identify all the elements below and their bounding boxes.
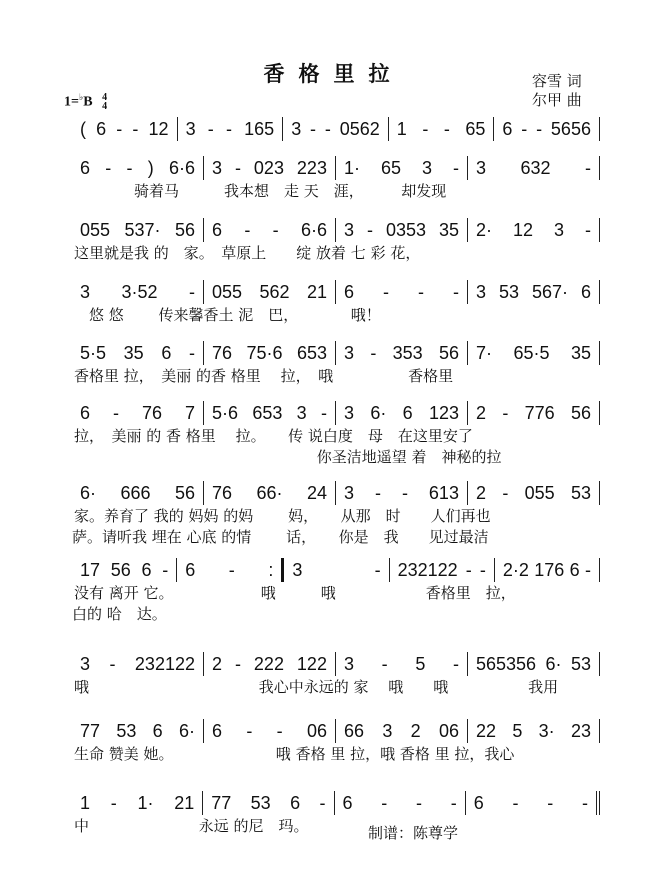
note-group: 2 — [476, 402, 487, 423]
staff-row — [72, 480, 600, 548]
note-group: 7· — [476, 342, 493, 363]
measure — [468, 401, 600, 425]
measure — [204, 156, 336, 180]
note-group: 65 — [465, 118, 486, 139]
note-group: 56 — [438, 342, 459, 363]
note-group: 7 — [184, 402, 195, 423]
note-group: - — [110, 792, 117, 813]
note-group: 53 — [570, 653, 591, 674]
note-group: 023 — [253, 157, 284, 178]
note-group: - — [381, 653, 388, 674]
measure — [468, 652, 600, 676]
notes-line — [72, 155, 600, 181]
notes-line — [72, 340, 600, 366]
measure — [390, 558, 495, 582]
note-group: 77 — [211, 792, 232, 813]
note-group: 653 — [252, 402, 283, 423]
note-group: 353 — [392, 342, 423, 363]
note-group: 3 — [382, 720, 393, 741]
note-group: - — [536, 118, 543, 139]
note-group: 5·5 — [80, 342, 107, 363]
lyric-line: 悠 悠 传来馨香土 泥 巴， 哦！ — [74, 306, 381, 324]
note-group: - — [324, 118, 331, 139]
note-group: 1 — [80, 792, 91, 813]
credits — [532, 72, 582, 110]
note-group: - — [374, 482, 381, 503]
note-group: 3 — [291, 118, 302, 139]
note-group: - — [366, 219, 373, 240]
note-group: 6 — [80, 157, 91, 178]
note-group: 6· — [545, 653, 562, 674]
note-group: - — [502, 482, 509, 503]
note-group: 537· — [124, 219, 161, 240]
note-group: 21 — [174, 792, 195, 813]
note-group: 3 — [344, 219, 355, 240]
note-group: 122 — [296, 653, 327, 674]
note-group: 6· — [370, 402, 387, 423]
note-group: 6 — [290, 792, 301, 813]
note-group: - — [188, 342, 195, 363]
note-group: 6 — [152, 720, 163, 741]
measure — [389, 117, 495, 141]
measure — [283, 117, 389, 141]
note-group: 56 — [570, 402, 591, 423]
measure — [468, 719, 600, 743]
note-group: 776 — [524, 402, 555, 423]
note-group: 1· — [137, 792, 154, 813]
note-group: 6 — [473, 792, 484, 813]
note-group: 65·5 — [513, 342, 550, 363]
note-group: 17 — [80, 559, 101, 580]
note-group: 6· — [80, 482, 97, 503]
measure — [204, 481, 336, 505]
time-top: 4 — [102, 92, 108, 104]
note-group: 6 — [580, 281, 591, 302]
notes-line — [72, 400, 600, 426]
note-group: 232122 — [134, 653, 195, 674]
measure — [204, 652, 336, 676]
note-group: - — [319, 792, 326, 813]
note-group: 66 — [344, 720, 365, 741]
note-group: 21 — [306, 281, 327, 302]
notes-line — [72, 790, 600, 816]
note-group: 76 — [141, 402, 162, 423]
note-group: - — [502, 402, 509, 423]
note-group: - — [381, 792, 388, 813]
note-group: - — [188, 281, 195, 302]
note-group: - — [401, 482, 408, 503]
note-group: 222 — [253, 653, 284, 674]
measure — [468, 341, 600, 365]
measure — [468, 218, 600, 242]
note-group: 562 — [259, 281, 290, 302]
note-group: 2 — [476, 482, 487, 503]
note-group: 3 — [185, 118, 196, 139]
measure — [72, 719, 204, 743]
measure — [72, 558, 177, 582]
notes-line — [72, 557, 600, 583]
note-group: 613 — [428, 482, 459, 503]
note-group: - — [452, 157, 459, 178]
note-group: 6 — [402, 402, 413, 423]
transcriber: 制谱：陈尊学 — [368, 824, 459, 842]
measure — [72, 156, 204, 180]
measure — [468, 280, 600, 304]
staff-row — [72, 718, 600, 765]
note-group: - — [244, 219, 251, 240]
note-group: 3·52 — [121, 281, 158, 302]
lyric-line: 哦 我心中永远的 家 哦 哦 我用 — [74, 678, 559, 696]
note-group: 055 — [524, 482, 555, 503]
note-group: - — [105, 157, 112, 178]
note-group: 1 — [396, 118, 407, 139]
note-group: 6 — [569, 559, 580, 580]
note-group: 06 — [438, 720, 459, 741]
note-group: - — [512, 792, 519, 813]
measure — [335, 791, 466, 815]
note-group: 3 — [344, 402, 355, 423]
note-group: 6·6 — [168, 157, 195, 178]
note-group: - — [417, 281, 424, 302]
measure — [466, 791, 600, 815]
note-group: - — [109, 653, 116, 674]
measure — [72, 791, 203, 815]
note-group: 66· — [256, 482, 283, 503]
lyric-line: 家。养育了 我的 妈妈 的妈 妈， 从那 时 人们再也 — [74, 507, 491, 525]
note-group: 6·6 — [300, 219, 327, 240]
measure — [336, 156, 468, 180]
note-group: 12 — [512, 219, 534, 240]
staff-row — [72, 651, 600, 698]
note-group: - — [320, 402, 327, 423]
note-group: ( — [80, 118, 86, 139]
lyric-line: 生命 赞美 她。 哦 香格 里 拉，哦 香格 里 拉，我心 — [74, 745, 515, 763]
measure — [336, 652, 468, 676]
note-group: 176 — [534, 559, 565, 580]
measure — [204, 719, 336, 743]
measure — [336, 719, 468, 743]
measure — [178, 117, 284, 141]
note-group: 567· — [531, 281, 569, 302]
note-group: - — [581, 792, 588, 813]
measure — [495, 558, 600, 582]
measure — [336, 280, 468, 304]
staff-row — [72, 155, 600, 202]
note-group: 53 — [250, 792, 271, 813]
note-group: 3 — [296, 402, 307, 423]
note-group: - — [370, 342, 377, 363]
note-group: - — [112, 402, 119, 423]
measure — [72, 481, 204, 505]
note-group: 3 — [292, 559, 303, 580]
song-title: 香格里拉 — [263, 61, 404, 86]
staff-row — [72, 217, 600, 264]
note-group: 3 — [80, 281, 91, 302]
note-group: - — [465, 559, 472, 580]
note-group: - — [374, 559, 381, 580]
note-group: 35 — [438, 219, 459, 240]
note-group: 055 — [80, 219, 111, 240]
note-group: 6 — [502, 118, 513, 139]
note-group: - — [116, 118, 123, 139]
note-group: 24 — [306, 482, 327, 503]
note-group: - — [585, 157, 591, 178]
note-group: 2· — [476, 219, 493, 240]
note-group: - — [234, 157, 241, 178]
note-group: 3 — [344, 653, 355, 674]
measure — [204, 401, 336, 425]
key-prefix: 1= — [64, 94, 79, 110]
staff-row — [72, 790, 600, 837]
note-group: 3 — [80, 653, 91, 674]
note-group: 06 — [306, 720, 327, 741]
measure — [72, 341, 204, 365]
note-group: 76 — [212, 342, 233, 363]
note-group: 653 — [296, 342, 327, 363]
note-group: : — [268, 559, 274, 580]
lyric-line: 萨。请听我 埋在 心底 的情 话， 你是 我 见过最洁 — [72, 528, 489, 546]
measure — [72, 117, 178, 141]
note-group: 5656 — [550, 118, 591, 139]
note-group: ) — [147, 157, 154, 178]
measure — [203, 791, 334, 815]
notes-line — [72, 480, 600, 506]
note-group: - — [225, 118, 232, 139]
note-group: 6 — [96, 118, 107, 139]
lyric-line: 骑着马 我本想 走 天 涯， 却发现 — [74, 182, 447, 200]
note-group: 3 — [344, 482, 355, 503]
lyric-line: 这里就是我 的 家。 草原上 绽 放着 七 彩 花， — [74, 244, 421, 262]
note-group: 35 — [123, 342, 144, 363]
note-group: 2 — [212, 653, 223, 674]
note-group: 5·6 — [212, 402, 239, 423]
measure — [336, 481, 468, 505]
measure — [72, 280, 204, 304]
staff-row — [72, 557, 600, 625]
note-group: 77 — [80, 720, 101, 741]
note-group: 53 — [498, 281, 520, 302]
lyric-line: 中 永远 的尼 玛。 — [74, 817, 309, 835]
measure — [204, 218, 336, 242]
note-group: - — [547, 792, 554, 813]
note-group: 666 — [120, 482, 151, 503]
note-group: 165 — [244, 118, 275, 139]
measure — [284, 558, 389, 582]
lyricist: 容雪 词 — [532, 72, 582, 90]
lyric-line: 香格里 拉， 美丽 的香 格里 拉， 哦 香格里 — [74, 367, 454, 385]
note-group: 76 — [212, 482, 233, 503]
note-group: 6 — [212, 219, 223, 240]
time-bottom: 4 — [102, 101, 108, 113]
note-group: 565356 — [476, 653, 537, 674]
note-group: 22 — [476, 720, 497, 741]
lyric-line: 没有 离开 它。 哦 哦 香格里 拉， — [74, 584, 516, 602]
note-group: - — [272, 219, 279, 240]
note-group: 1· — [344, 157, 361, 178]
note-group: - — [383, 281, 389, 302]
note-group: 0353 — [385, 219, 426, 240]
note-group: 12 — [148, 118, 169, 139]
measure — [177, 558, 284, 582]
note-group: 6 — [344, 281, 355, 302]
note-group: - — [228, 559, 235, 580]
note-group: - — [584, 219, 591, 240]
note-group: 2 — [410, 720, 421, 741]
note-group: 6 — [185, 559, 196, 580]
lyric-line: 你圣洁地遥望 着 神秘的拉 — [72, 448, 502, 466]
note-group: 5 — [415, 653, 426, 674]
note-group: - — [585, 559, 592, 580]
note-group: - — [246, 720, 253, 741]
note-group: 055 — [212, 281, 243, 302]
note-group: 56 — [110, 559, 131, 580]
note-group: 0562 — [339, 118, 380, 139]
measure — [72, 218, 204, 242]
key-note: B — [83, 94, 93, 110]
measure — [494, 117, 600, 141]
note-group: 6 — [161, 342, 172, 363]
note-group: 3 — [553, 219, 564, 240]
note-group: 56 — [174, 219, 195, 240]
note-group: 6 — [141, 559, 152, 580]
note-group: - — [132, 118, 139, 139]
note-group: - — [276, 720, 283, 741]
note-group: - — [450, 792, 457, 813]
note-group: - — [452, 281, 459, 302]
staff-row — [72, 116, 600, 142]
note-group: - — [479, 559, 486, 580]
note-group: 53 — [116, 720, 137, 741]
note-group: - — [453, 653, 459, 674]
staff-row — [72, 279, 600, 326]
note-group: - — [126, 157, 133, 178]
note-group: 6 — [212, 720, 223, 741]
note-group: 2·2 — [502, 559, 529, 580]
note-group: 3 — [344, 342, 355, 363]
note-group: 3 — [212, 157, 223, 178]
note-group: - — [443, 118, 450, 139]
note-group: 3· — [538, 720, 555, 741]
measure — [336, 341, 468, 365]
note-group: 232122 — [397, 559, 458, 580]
note-group: 75·6 — [246, 342, 283, 363]
note-group: 5 — [512, 720, 523, 741]
measure — [336, 218, 468, 242]
note-group: - — [422, 118, 429, 139]
note-group: 3 — [476, 281, 487, 302]
measure — [468, 156, 600, 180]
time-signature — [102, 93, 107, 111]
note-group: - — [162, 559, 169, 580]
note-group: 65 — [380, 157, 402, 178]
key-signature — [64, 92, 107, 111]
note-group: - — [207, 118, 214, 139]
note-group: - — [234, 653, 241, 674]
note-group: - — [415, 792, 422, 813]
measure — [72, 652, 204, 676]
note-group: 123 — [428, 402, 459, 423]
notes-line — [72, 217, 600, 243]
measure — [336, 401, 468, 425]
lyric-line: 白的 哈 达。 — [72, 605, 167, 623]
note-group: 56 — [174, 482, 195, 503]
notes-line — [72, 279, 600, 305]
note-group: 6 — [342, 792, 353, 813]
measure — [204, 341, 336, 365]
note-group: 3 — [476, 157, 487, 178]
note-group: - — [310, 118, 317, 139]
note-group: 632 — [520, 157, 551, 178]
staff-row — [72, 400, 600, 468]
measure — [468, 481, 600, 505]
flat-sign: ♭ — [78, 92, 84, 102]
measure — [204, 280, 336, 304]
note-group: 6· — [178, 720, 195, 741]
notes-line — [72, 718, 600, 744]
note-group: 6 — [80, 402, 91, 423]
note-group: 223 — [296, 157, 327, 178]
notes-line — [72, 116, 600, 142]
staff-row — [72, 340, 600, 387]
note-group: 3 — [421, 157, 432, 178]
note-group: 35 — [570, 342, 591, 363]
measure — [72, 401, 204, 425]
composer: 尔甲 曲 — [532, 91, 582, 109]
notes-line — [72, 651, 600, 677]
note-group: - — [521, 118, 528, 139]
lyric-line: 拉， 美丽 的 香 格里 拉。 传 说白度 母 在这里安了 — [74, 427, 473, 445]
note-group: 53 — [570, 482, 591, 503]
note-group: 23 — [570, 720, 591, 741]
